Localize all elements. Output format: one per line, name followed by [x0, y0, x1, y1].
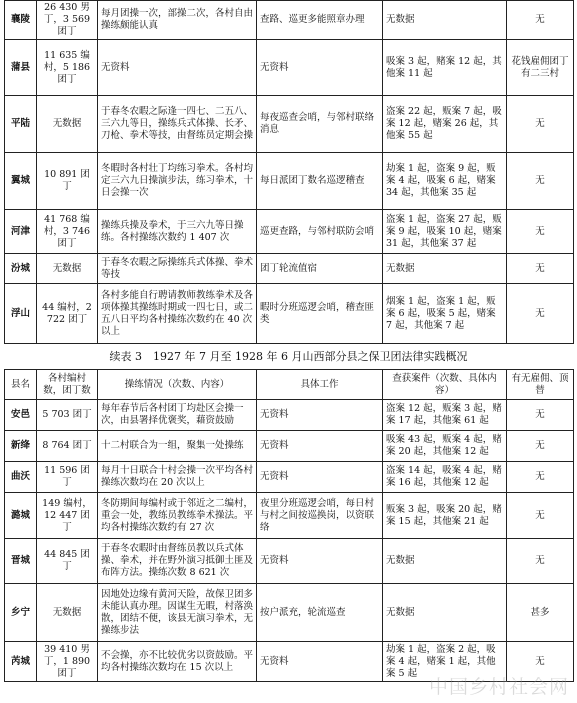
cases-cell: 盗案 14 起，吸案 4 起，赌案 16 起，其他案 12 起 [383, 462, 507, 493]
table-row [5, 539, 574, 584]
hiring-cell: 无 [507, 284, 574, 344]
county-name-cell: 新绛 [5, 431, 37, 462]
table-row [5, 210, 574, 254]
table-row [5, 284, 574, 344]
site-watermark: 中国乡村社会网 [428, 676, 569, 698]
cases-cell: 吸案 43 起，贩案 4 起，赌案 20 起，其他案 12 起 [383, 431, 507, 462]
training-cell: 每年春节后各村团丁均赴区会操一次，由县署择优褒奖，藉资鼓励 [98, 400, 257, 431]
column-header-training: 操练情况（次数、内容） [98, 370, 257, 400]
hiring-cell: 无 [507, 96, 574, 153]
work-cell: 无资料 [257, 400, 383, 431]
cases-cell: 盗案 12 起，贩案 3 起，赌案 17 起，其他案 61 起 [383, 400, 507, 431]
table-row [5, 153, 574, 210]
hiring-cell: 无 [507, 1, 574, 40]
table-caption: 续表 3 1927 年 7 月至 1928 年 6 月山西部分县之保卫团法律实践概况 [109, 350, 468, 363]
cases-cell: 无数据 [383, 584, 507, 642]
village-count-cell: 41 768 编村，3 746 团丁 [37, 210, 98, 254]
cases-cell: 无数据 [383, 254, 507, 284]
county-name-cell: 安邑 [5, 400, 37, 431]
county-name-cell: 浮山 [5, 284, 37, 344]
table-row [5, 584, 574, 642]
village-count-cell: 26 430 男丁，3 569 团丁 [37, 1, 98, 40]
county-name-cell: 晋城 [5, 539, 37, 584]
work-cell: 无资料 [257, 40, 383, 96]
training-cell: 各村多能自行聘请教师教练拳术及各项体操其操练时期或一四七日，或二五八日平均各村操练次数约在 40 次以上 [98, 284, 257, 344]
hiring-cell: 无 [507, 210, 574, 254]
village-count-cell: 44 编村，2 722 团丁 [37, 284, 98, 344]
work-cell: 无资料 [257, 539, 383, 584]
hiring-cell: 无 [507, 254, 574, 284]
table-row [5, 40, 574, 96]
hiring-cell: 甚多 [507, 584, 574, 642]
cases-cell: 无数据 [383, 539, 507, 584]
cases-cell: 盗案 1 起，盗案 27 起，贩案 9 起，吸案 10 起，赌案 31 起，其他案 37 起 [383, 210, 507, 254]
village-count-cell: 无数据 [37, 254, 98, 284]
hiring-cell: 无 [507, 400, 574, 431]
work-cell: 团丁轮流值宿 [257, 254, 383, 284]
hiring-cell: 无 [507, 462, 574, 493]
village-count-cell: 149 编村，12 447 团丁 [37, 493, 98, 539]
work-cell: 无资料 [257, 642, 383, 682]
county-name-cell: 曲沃 [5, 462, 37, 493]
column-header-villages: 各村编村数，团丁数 [37, 370, 98, 400]
column-header-cases: 查获案件（次数、具体内容） [383, 370, 507, 400]
work-cell: 每日派团丁数名巡逻稽查 [257, 153, 383, 210]
training-cell: 于春冬农暇时由督练员教以兵式体操、拳术，并在野外演习抵御土匪及布阵方法。操练次数 8 621 次 [98, 539, 257, 584]
county-name-cell: 翼城 [5, 153, 37, 210]
cases-cell: 烟案 1 起，盗案 1 起，贩案 6 起，吸案 5 起，赌案 7 起，其他案 7 起 [383, 284, 507, 344]
table-row [5, 462, 574, 493]
village-count-cell: 39 410 男丁，1 890 团丁 [37, 642, 98, 682]
work-cell: 每夜巡查会哨，与邻村联络消息 [257, 96, 383, 153]
training-cell: 十二村联合为一组，聚集一处操练 [98, 431, 257, 462]
cases-cell: 劫案 1 起，盗案 2 起，吸案 4 起，赌案 1 起，其他案 5 起 [383, 642, 507, 682]
county-name-cell: 芮城 [5, 642, 37, 682]
county-name-cell: 汾城 [5, 254, 37, 284]
training-cell: 不会操，亦不比较优劣以资鼓励。平均各村操练次数均在 15 次以上 [98, 642, 257, 682]
county-name-cell: 乡宁 [5, 584, 37, 642]
hiring-cell: 无 [507, 431, 574, 462]
training-cell: 操练兵操及拳术，于三六九等日操练。各村操练次数约 1 407 次 [98, 210, 257, 254]
work-cell: 无资料 [257, 462, 383, 493]
county-name-cell: 襄陵 [5, 1, 37, 40]
table-row [5, 642, 574, 682]
county-name-cell: 平陆 [5, 96, 37, 153]
work-cell: 按户派充，轮流巡查 [257, 584, 383, 642]
work-cell: 巡更查路，与邻村联防会哨 [257, 210, 383, 254]
hiring-cell: 无 [507, 539, 574, 584]
training-cell: 因地处边缘有黄河天险，故保卫团多未能认真办理。因谋生无暇，村落涣散，团结不便，该县无演习拳术，无操练步法 [98, 584, 257, 642]
table-row [5, 431, 574, 462]
work-cell: 查路、巡更多能照章办理 [257, 1, 383, 40]
training-cell: 冬暇时各村壮丁均练习拳术。各村均定三六九日操演步法，练习拳术，十日会操一次 [98, 153, 257, 210]
village-count-cell: 5 703 团丁 [37, 400, 98, 431]
cases-cell: 贩案 3 起，吸案 20 起，赌案 15 起，其他案 21 起 [383, 493, 507, 539]
table-row [5, 254, 574, 284]
hiring-cell: 无 [507, 153, 574, 210]
training-cell: 于春冬农暇之际操练兵式体操、拳术等技 [98, 254, 257, 284]
table-row [5, 96, 574, 153]
training-cell: 每月团操一次，部操二次，各村自由操练颇能认真 [98, 1, 257, 40]
column-header-county: 县名 [5, 370, 37, 400]
village-count-cell: 11 635 编村，5 186 团丁 [37, 40, 98, 96]
county-table-upper [4, 0, 574, 344]
village-count-cell: 44 845 团丁 [37, 539, 98, 584]
county-name-cell: 蒲县 [5, 40, 37, 96]
village-count-cell: 8 764 团丁 [37, 431, 98, 462]
county-table-lower [4, 369, 574, 682]
column-header-hiring: 有无雇佣、顶替 [507, 370, 574, 400]
training-cell: 每月十日联合十村会操一次平均各村操练次数均在 20 次以上 [98, 462, 257, 493]
village-count-cell: 10 891 团丁 [37, 153, 98, 210]
village-count-cell: 11 596 团丁 [37, 462, 98, 493]
village-count-cell: 无数据 [37, 96, 98, 153]
training-cell: 于春冬农暇之际逢一四七、二五八、三六九等日，操练兵式体操、长矛、刀枪、拳术等技，由督练员定期会操 [98, 96, 257, 153]
county-name-cell: 潞城 [5, 493, 37, 539]
table-row [5, 1, 574, 40]
work-cell: 暇时分班巡逻会哨，稽查匪类 [257, 284, 383, 344]
training-cell: 冬防期间每编村或于邻近之二编村，重会一处，教练员教练拳术操法。平均各村操练次数约有 27 次 [98, 493, 257, 539]
cases-cell: 盗案 22 起，贩案 7 起，吸案 12 起，赌案 26 起，其他案 55 起 [383, 96, 507, 153]
cases-cell: 无数据 [383, 1, 507, 40]
table-row [5, 493, 574, 539]
hiring-cell: 无 [507, 493, 574, 539]
hiring-cell: 无 [507, 642, 574, 682]
cases-cell: 劫案 1 起，盗案 9 起，贩案 4 起，吸案 6 起，赌案 34 起，其他案 35 起 [383, 153, 507, 210]
training-cell: 无资料 [98, 40, 257, 96]
table-header-row [5, 370, 574, 400]
work-cell: 无资料 [257, 431, 383, 462]
table-row [5, 400, 574, 431]
county-name-cell: 河津 [5, 210, 37, 254]
column-header-work: 具体工作 [257, 370, 383, 400]
village-count-cell: 无数据 [37, 584, 98, 642]
work-cell: 夜里分班巡逻会哨，每日村与村之间按巡换岗，以资联络 [257, 493, 383, 539]
cases-cell: 吸案 3 起，赌案 12 起，其他案 11 起 [383, 40, 507, 96]
hiring-cell: 花钱雇佣团丁有二三村 [507, 40, 574, 96]
